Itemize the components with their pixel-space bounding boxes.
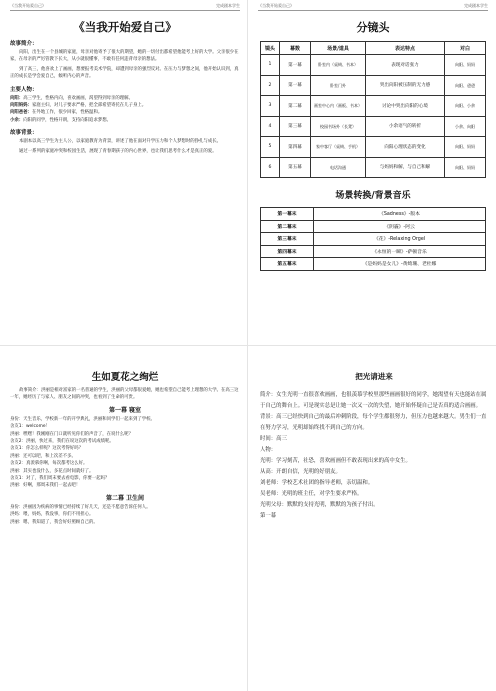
intro-paragraph: 到了高三，他喜欢上了画画，想要报考美术学院，却遭到母亲的强烈反对。在压力与梦想之间，他开始认识到，真正的成长是学会爱自己，倾听内心的声音。 (10, 66, 239, 80)
table-row: 1 第一幕 卧室内（桌椅、书本） 表现对话张力 向阳、妈妈 (261, 55, 486, 76)
section-roles-heading: 主要人物： (10, 86, 38, 93)
intro-paragraph: 向阳，出生在一个县城的家庭，母亲对他寄予了很大的期望，她的一切付出都希望他能考上好的大学。父亲很少在家，在母亲的严厉管教下长大，从小就很懂事，不敢有任何违背母亲的想法。 (10, 50, 239, 63)
page-title: 《当我开始爱自己》 (73, 20, 177, 34)
col-dialog: 对白 (445, 42, 486, 55)
table-row: 6 第五幕 电话沟通 与妈妈和解，与自己和解 向阳、妈妈 (261, 157, 486, 178)
script-line: 第一幕 (260, 513, 277, 519)
act-heading: 第二幕 卫生间 (105, 494, 145, 502)
script-line: 从高：开朗自信，光明的好朋友。 (260, 469, 341, 475)
page-story-intro (0, 0, 248, 345)
music-section-title: 场景转换/背景音乐 (335, 191, 411, 201)
storyboard-table (260, 41, 486, 178)
script-line: 洪丽：好啊，那周末我们一起去吧！ (10, 483, 81, 489)
page-header (258, 3, 488, 11)
role-line: 向阳爸爸：在外地工作，很少回家，性格温和。 (10, 110, 103, 116)
table-row: 第一幕末 《Sadness》-版本 (261, 208, 486, 221)
col-shot: 镜头 (261, 42, 280, 55)
script-title: 把光请进来 (355, 372, 393, 381)
page-script-let-light-in (248, 346, 496, 691)
header-right: 完成剧本学生 (464, 3, 488, 8)
story-paragraph: 本剧本以高三学生为主人公，以家庭教育为背景，讲述了他在面对升学压力和个人梦想时的挣扎与成长。 (19, 139, 221, 145)
page-storyboard (248, 0, 496, 345)
script-line: 洪妈：喂，妈妈，我没事，你们不用担心。 (10, 512, 94, 518)
script-line: 身份：天生音乐，学校新一年的开学典礼，洪丽和同学们一起来到了学校。 (10, 416, 155, 422)
script-line: 简介：女生光明一直很喜欢画画，也很羡慕学校里那些画画很好的同学，她渴望有天也能站在属于自己的舞台上。可是现实总是让她一次又一次的失望，她开始怀疑自己是否真的适合画画。 (260, 392, 487, 409)
script-line: 人物： (260, 447, 277, 453)
role-line: 向阳妈妈：家庭主妇，对儿子要求严格，把全部希望寄托在儿子身上。 (10, 103, 147, 109)
page-script-summer-flowers (0, 346, 248, 691)
table-row: 3 第二幕 画室中心内（画板、书本） 讨论中突出向阳的心境 向阳、小余 (261, 96, 486, 117)
header-left: 《当我开始爱自己》 (258, 3, 294, 8)
script-line: 光明：学习刻苦，社恐，喜欢画画但不敢表现出来的高中女生。 (260, 458, 411, 464)
script-line: 舍友1：welcome！ (10, 424, 50, 430)
role-line: 向阳：高三学生，性格内向，喜欢画画，渴望得到母亲的理解。 (10, 95, 133, 101)
script-line: 身份：洪丽因为疾病的事情已经持续了好几天，还是不愿意告诉任何人。 (10, 504, 151, 510)
page-header (10, 3, 240, 11)
script-line: 吴老师：光明的班主任，对学生要求严格。 (260, 491, 363, 497)
script-line: 舍友1：你怎么样呢？这次考得好吗？ (10, 446, 84, 452)
col-act: 幕数 (280, 42, 311, 55)
table-header-row (261, 42, 486, 55)
header-right: 完成剧本学生 (216, 3, 240, 8)
col-scene: 场景/道具 (311, 42, 366, 55)
script-line: 时间：高三 (260, 436, 287, 442)
section-story-heading: 故事背景： (10, 130, 38, 137)
storyboard-title: 分镜头 (356, 21, 390, 34)
section-intro-heading: 故事简介： (10, 41, 38, 47)
table-row: 5 第四幕 家中客厅（桌椅、手机） 向阳心理状态的变化 向阳、妈妈 (261, 137, 486, 158)
script-line: 背景：高三已经快到自己的最后冲刺阶段，每个学生都很努力，但压力也越来越大。男生们一直在努力学习，光明却始终找不到自己的方向。 (260, 414, 487, 431)
script-line: 刘老师：学校艺术社团的指导老师，亲切温和。 (260, 480, 374, 486)
table-row: 第二幕末 《阴霾》-阿云 (261, 220, 486, 233)
script-title: 生如夏花之绚烂 (91, 372, 159, 383)
table-row: 2 第一幕 卧室门外 突出向阳被压制的无力感 向阳、爸爸 (261, 75, 486, 96)
col-feature: 表达特点 (366, 42, 445, 55)
script-line: 洪丽：其实也没什么，多花点时间就好了。 (10, 468, 94, 474)
script-intro: 故事简介：洪丽是相对富家的一名普通的学生，洪丽的父母都很爱她，她也希望自己能考上理想的大学。在高三这一年，她经历了与家人、朋友之间的冲突，也看到了生命的可贵。 (10, 388, 239, 401)
table-row: 第四幕末 《永恒的一瞬》-萨顿音乐 (261, 245, 486, 258)
table-row: 第五幕末 《是妈妈是女儿》-黄绮珊、老杜娜 (261, 258, 486, 271)
header-left: 《当我开始爱自己》 (10, 3, 46, 8)
script-line: 光明父母：默默的支持光明，默默的为孩子付出。 (260, 502, 379, 508)
script-line: 洪丽：嗯，我知道了，我会好好照顾自己的。 (10, 519, 98, 525)
music-table (260, 207, 486, 271)
script-line: 舍友1：对了，我们周末要去看电影，你要一起吗？ (10, 476, 110, 482)
story-paragraph: 通过一系列的家庭冲突和校园生活，展现了青春期孩子的内心世界，也让我们思考什么才是真正的爱。 (19, 148, 217, 154)
script-line: 洪丽：嘿嘿！我刚刚在门口就听见你们的声音了，在说什么呢？ (10, 431, 133, 437)
act-heading: 第一幕 寝室 (108, 406, 142, 414)
script-line: 舍友2：真羡慕你啊，每次都考这么好。 (10, 461, 88, 467)
script-line: 舍友2：洪丽，快过来，我们在说这次的考试成绩呢。 (10, 439, 114, 445)
table-row: 第三幕末 《花》-Relaxing Orgel (261, 233, 486, 246)
table-row: 4 第三幕 校园书场外（长凳） 小余语气的转折 小余、向阳 (261, 116, 486, 137)
script-line: 洪丽：还可以吧，和上次差不多。 (10, 453, 76, 459)
role-line: 小余：向阳的同学，性格开朗，支持向阳追求梦想。 (10, 117, 112, 123)
